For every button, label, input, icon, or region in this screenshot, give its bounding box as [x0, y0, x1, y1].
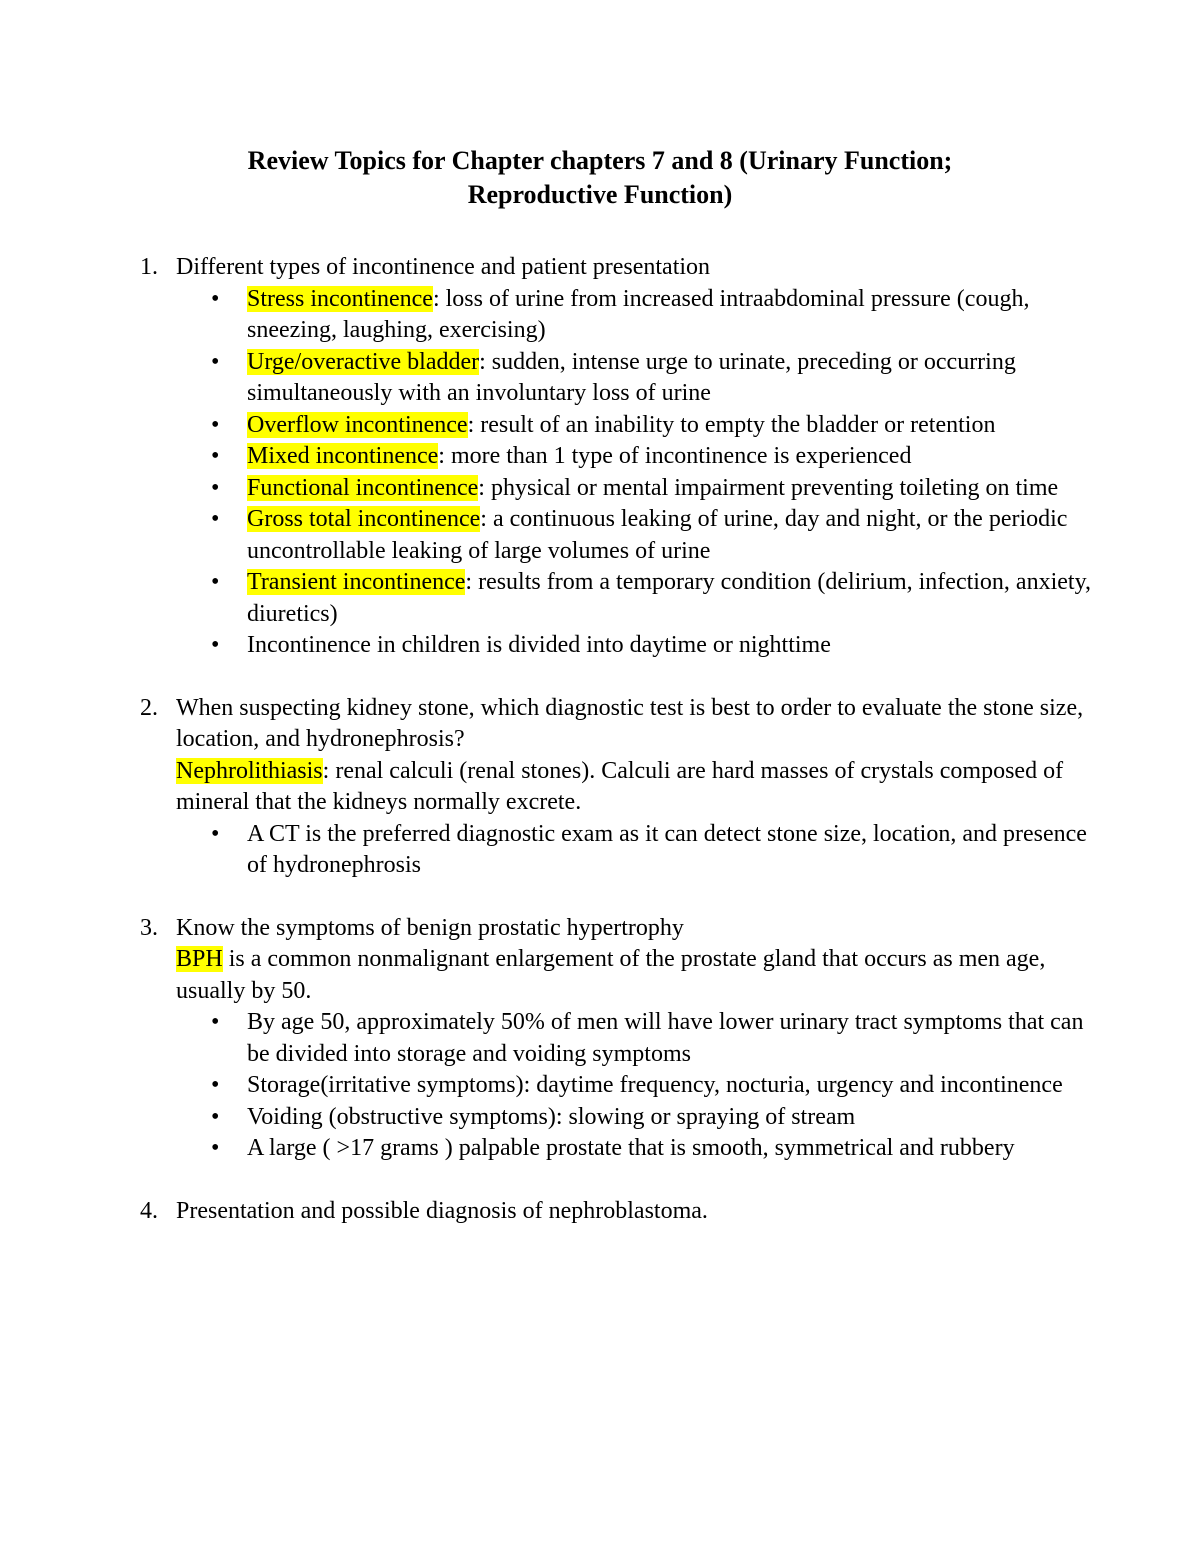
bullet-item — [176, 1133, 1100, 1165]
bullet-dot-icon: • — [211, 1009, 220, 1035]
bullet-text: : results from a temporary condition (delirium, infection, anxiety, diuretics) — [247, 569, 1092, 627]
highlighted-term: Stress incontinence — [247, 285, 433, 312]
bullet-item — [176, 347, 1100, 410]
bullet-text: : more than 1 type of incontinence is experienced — [438, 443, 912, 469]
bullet-dot-icon: • — [211, 506, 220, 532]
highlighted-term: Functional incontinence — [247, 474, 479, 501]
bullet-text: : sudden, intense urge to urinate, preceding or occurring simultaneously with an involuntary loss of urine — [247, 348, 1016, 406]
bullet-list — [176, 819, 1100, 882]
topic-heading: Different types of incontinence and patient presentation — [176, 254, 711, 280]
bullet-item — [176, 441, 1100, 473]
bullet-item — [176, 630, 1100, 662]
topic-item — [0, 693, 1200, 882]
bullet-dot-icon: • — [211, 1135, 220, 1161]
topic-number: 4. — [140, 1197, 158, 1224]
document-title — [100, 144, 1100, 212]
highlighted-term: Transient incontinence — [247, 569, 466, 595]
bullet-text: : loss of urine from increased intraabdominal pressure (cough, sneezing, laughing, exercising) — [247, 285, 1030, 343]
bullet-dot-icon: • — [211, 411, 220, 438]
title-line-2: Reproductive Function) — [467, 180, 733, 209]
bullet-item — [176, 567, 1100, 630]
bullet-dot-icon: • — [211, 443, 220, 469]
bullet-text: : result of an inability to empty the bladder or retention — [467, 411, 996, 438]
bullet-text: : physical or mental impairment preventing toileting on time — [478, 474, 1059, 501]
bullet-dot-icon: • — [211, 820, 220, 847]
bullet-item — [176, 504, 1100, 567]
bullet-item — [176, 284, 1100, 347]
bullet-item — [176, 1102, 1100, 1134]
definition-text: : renal calculi (renal stones). Calculi are hard masses of crystals composed of mineral that the kidneys normally excrete. — [176, 757, 1064, 815]
definition-text: is a common nonmalignant enlargement of the prostate gland that occurs as men age, usually by 50. — [176, 946, 1046, 1004]
topic-item — [0, 1196, 1200, 1228]
bullet-item — [176, 1070, 1100, 1102]
topic-definition — [176, 756, 1100, 819]
topic-number: 1. — [140, 254, 158, 280]
bullet-list — [176, 284, 1100, 662]
bullet-dot-icon: • — [211, 569, 220, 595]
topic-item — [0, 252, 1200, 662]
bullet-text: : a continuous leaking of urine, day and night, or the periodic uncontrollable leaking of large volumes of urine — [247, 506, 1068, 564]
bullet-dot-icon: • — [211, 1072, 220, 1098]
highlighted-term: Nephrolithiasis — [176, 757, 323, 784]
highlighted-term: Urge/overactive bladder — [247, 348, 480, 375]
topic-number: 3. — [140, 914, 158, 941]
topic-heading: When suspecting kidney stone, which diagnostic test is best to order to evaluate the stone size, location, and hydronephrosis? — [176, 694, 1084, 752]
title-line-1: Review Topics for Chapter chapters 7 and 8 (Urinary Function; — [247, 146, 953, 175]
bullet-dot-icon: • — [211, 285, 220, 312]
topic-heading: Presentation and possible diagnosis of nephroblastoma. — [176, 1197, 708, 1224]
highlighted-term: Gross total incontinence — [247, 506, 481, 532]
topic-definition — [176, 944, 1100, 1007]
highlighted-term: Overflow incontinence — [247, 411, 468, 438]
bullet-item — [176, 473, 1100, 505]
bullet-item — [176, 819, 1100, 882]
bullet-list — [176, 1007, 1100, 1165]
bullet-text: A large ( >17 grams ) palpable prostate that is smooth, symmetrical and rubbery — [247, 1135, 1015, 1161]
bullet-text: A CT is the preferred diagnostic exam as it can detect stone size, location, and presence of hydronephrosis — [247, 820, 1087, 878]
bullet-item — [176, 1007, 1100, 1070]
bullet-dot-icon: • — [211, 632, 220, 658]
highlighted-term: BPH — [176, 946, 223, 972]
topic-heading: Know the symptoms of benign prostatic hypertrophy — [176, 914, 684, 941]
bullet-dot-icon: • — [211, 474, 220, 501]
bullet-text: Incontinence in children is divided into daytime or nighttime — [247, 632, 831, 658]
bullet-text: Voiding (obstructive symptoms): slowing or spraying of stream — [247, 1103, 856, 1130]
topic-number: 2. — [140, 694, 158, 721]
bullet-text: Storage(irritative symptoms): daytime frequency, nocturia, urgency and incontinence — [247, 1072, 1063, 1098]
highlighted-term: Mixed incontinence — [247, 443, 439, 469]
topic-item — [0, 913, 1200, 1165]
bullet-dot-icon: • — [211, 1103, 220, 1130]
review-topics-list — [0, 252, 1200, 1227]
bullet-dot-icon: • — [211, 348, 220, 375]
bullet-text: By age 50, approximately 50% of men will have lower urinary tract symptoms that can be divided into storage and voiding symptoms — [247, 1009, 1084, 1067]
bullet-item — [176, 410, 1100, 442]
